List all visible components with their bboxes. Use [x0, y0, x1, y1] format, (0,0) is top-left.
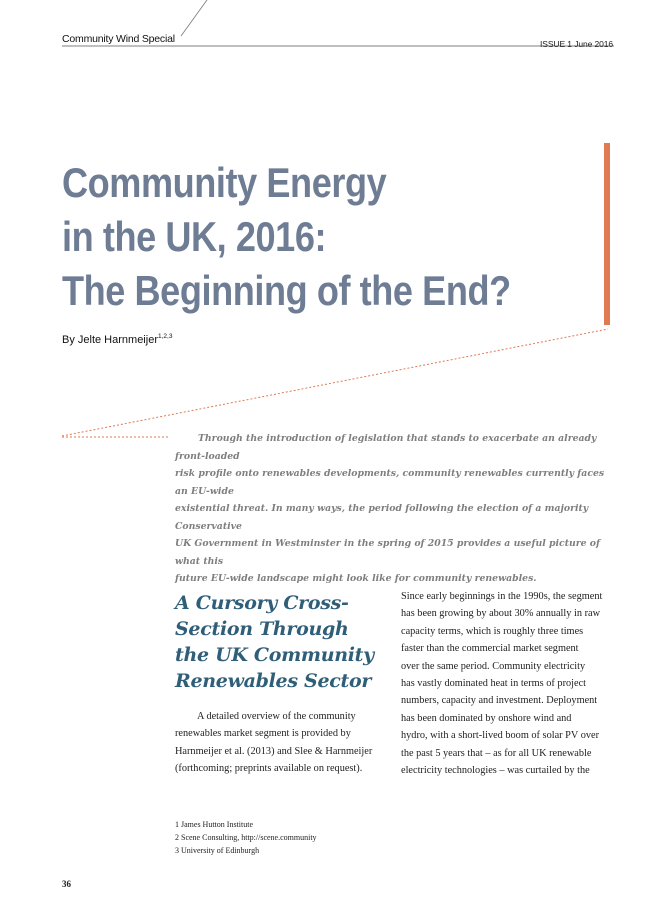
body-line: Harnmeijer et al. (2013) and Slee & Harnmeijer [175, 745, 373, 757]
section-label: Community Wind Special [62, 33, 175, 45]
footnote: 3 University of Edinburgh [175, 846, 260, 855]
body-right-column [401, 588, 616, 779]
abstract-line: risk profile onto renewables developments, community renewables currently faces an EU-wide [175, 468, 605, 497]
abstract-line: future EU-wide landscape might look like for community renewables. [175, 573, 537, 584]
body-line: has been growing by about 30% annually in raw [401, 608, 601, 620]
body-line: renewables market segment is provided by [175, 728, 351, 740]
body-line: the past 5 years that – as for all UK renewable [401, 747, 592, 759]
footnotes [175, 818, 317, 857]
footnote: 2 Scene Consulting, http://scene.community [175, 833, 317, 842]
title-line-3: The Beginning of the End? [62, 267, 511, 314]
title-line-1: Community Energy [62, 159, 387, 206]
header-diagonal [181, 0, 207, 36]
body-line: has been dominated by onshore wind and [401, 712, 572, 724]
body-line: (forthcoming; preprints available on request). [175, 763, 363, 775]
byline-author: By Jelte Harnmeijer [62, 334, 158, 346]
body-line: hydro, with a short-lived boom of solar PV over [401, 730, 599, 742]
heading-line: A Cursory Cross- [175, 592, 349, 614]
page-number: 36 [62, 879, 71, 889]
abstract-line: UK Government in Westminster in the spring of 2015 provides a useful picture of what this [175, 538, 600, 567]
article-title [62, 156, 509, 318]
body-line: electricity technologies – was curtailed by the [401, 765, 590, 777]
body-line: Since early beginnings in the 1990s, the segment [401, 591, 603, 602]
body-line: faster than the commercial market segment [401, 643, 579, 655]
abstract-line: existential threat. In many ways, the period following the election of a majority Conservative [175, 503, 589, 532]
abstract [175, 430, 617, 588]
byline [62, 333, 172, 346]
body-line: has vastly dominated heat in terms of project [401, 678, 587, 690]
heading-line: the UK Community [175, 644, 374, 666]
title-line-2: in the UK, 2016: [62, 213, 327, 260]
body-line: A detailed overview of the community [197, 711, 356, 722]
byline-affiliations: 1,2,3 [157, 333, 173, 340]
body-line: numbers, capacity and investment. Deployment [401, 695, 598, 707]
accent-bar [604, 143, 610, 325]
body-line: over the same period. Community electricity [401, 660, 586, 672]
footnote: 1 James Hutton Institute [175, 820, 253, 829]
heading-line: Renewables Sector [175, 670, 372, 692]
body-line: capacity terms, which is roughly three times [401, 625, 584, 637]
section-heading [175, 590, 390, 694]
heading-line: Section Through [175, 618, 349, 640]
body-left-column [175, 708, 380, 778]
issue-label: ISSUE 1 June 2016 [540, 39, 613, 49]
abstract-line: Through the introduction of legislation that stands to exacerbate an already front-loaded [175, 433, 597, 462]
